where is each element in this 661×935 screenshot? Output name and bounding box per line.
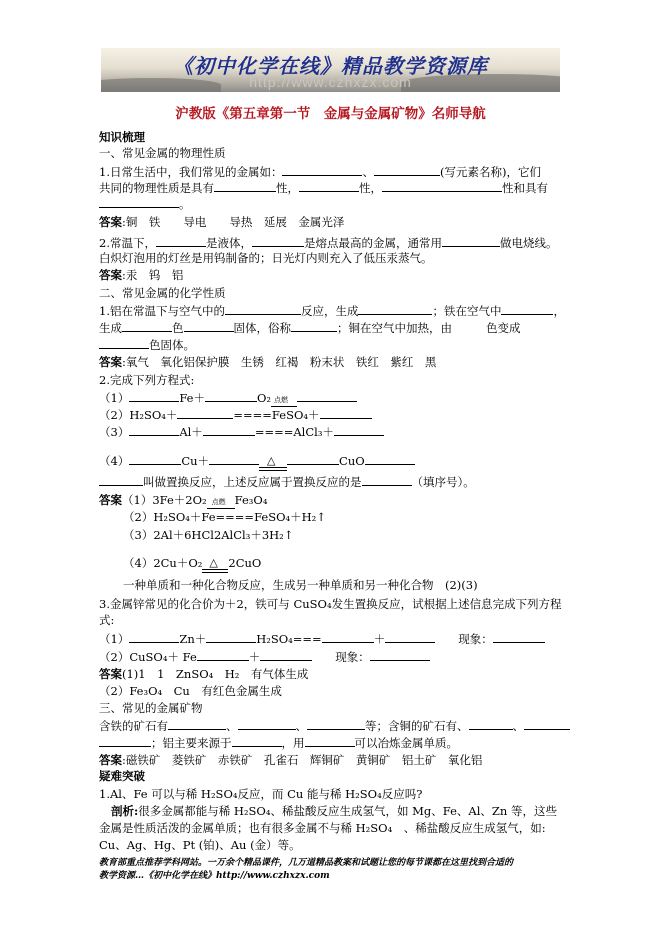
footer-note: 教育部重点推荐学科网站。一万余个精品课件，几万道精品教案和试题让您的每节课都在这里找到合适的 [99,858,514,868]
answer-line: 一种单质和一种化合物反应，生成另一种单质和另一种化合物 (2)(3) [123,578,478,592]
section-heading: 知识梳理 [99,130,145,144]
equation-line: （1） Zn＋ H₂SO₄=== ＋ 现象： [99,631,545,647]
question-line: 1.Al、Fe 可以与稀 H₂SO₄反应，而 Cu 能与稀 H₂SO₄反应吗? [99,787,423,801]
question-line: 3.金属锌常见的化合价为＋2，铁可与 CuSO₄发生置换反应，试根据上述信息完成下列方程 [99,597,562,611]
answer-line: （2）H₂SO₄＋Fe====FeSO₄＋H₂↑ [123,510,326,524]
equation-line: （2）H₂SO₄＋ ====FeSO₄＋ [99,407,372,423]
question-line: 2.常温下， 是液体， 是熔点最高的金属，通常用 做电烧线。 [99,236,558,250]
question-line: 含铁的矿石有 、 、 等；含铜的矿石有、 、 [99,718,570,734]
analysis-line: 金属是性质活泼的金属单质；也有很多金属不与稀 H₂SO₄ 、稀盐酸反应生成氢气，如: [99,821,546,835]
answer-line: （3）2Al＋6HCl2AlCl₃＋3H₂↑ [123,528,294,542]
question-line: 白炽灯泡用的灯丝是用钨制备的；日光灯内则充入了低压汞蒸气。 [99,251,433,265]
answer-line: 答案（1）3Fe＋2O₂ 点燃 Fe₃O₄ [99,493,268,507]
header-banner [101,48,560,92]
question-line: 1.日常生活中，我们常见的金属如： 、 (写元素名称)，它们 [99,165,541,179]
subsection-heading: 二、常见金属的化学性质 [99,286,226,300]
question-line: 色固体。 [99,337,195,353]
equation-line: （3） Al＋ ====AlCl₃＋ [99,424,384,440]
banner-url[interactable]: http://www.czhxzx.com [249,74,412,90]
answer-line: 答案:铜 铁 导电 导热 延展 金属光泽 [99,215,345,229]
footer-note[interactable]: 教学资源…《初中化学在线》http://www.czhxzx.com [99,871,330,881]
answer-line: 答案:氧气 氧化铝保护膜 生锈 红褐 粉末状 铁红 紫红 黑 [99,355,437,369]
banner-title: 《初中化学在线》精品教学资源库 [173,54,488,78]
answer-line: （2）Fe₃O₄ Cu 有红色金属生成 [99,684,282,698]
question-line: 1.铝在常温下与空气中的 反应，生成 ；铁在空气中 ， [99,304,565,318]
equation-line: （2）CuSO₄＋ Fe ＋ 现象： [99,649,430,665]
question-line: ；铝主要来源于 ，用 可以冶炼金属单质。 [99,735,458,751]
answer-line: 答案:汞 钨 铝 [99,268,184,282]
analysis-line: Cu、Ag、Hg、Pt (铂)、Au (金）等。 [99,838,301,852]
answer-line: 答案(1)1 1 ZnSO₄ H₂ 有气体生成 [99,667,309,681]
answer-line: （4）2Cu＋O₂ △ 2CuO [123,556,261,571]
analysis-line: 剖析:很多金属都能与稀 H₂SO₄、稀盐酸反应生成氢气，如 Mg、Fe、Al、Zn 等，这些 [111,804,557,818]
question-line: 式: [99,613,115,627]
document-title: 沪教版《第五章第一节 金属与金属矿物》名师导航 [175,106,486,122]
subsection-heading: 三、常见的金属矿物 [99,701,203,715]
subsection-heading: 一、常见金属的物理性质 [99,146,226,160]
question-line: 。 [99,196,191,212]
section-heading: 疑难突破 [99,769,145,783]
question-line: 2.完成下列方程式: [99,373,195,387]
equation-line: （4） Cu＋ △ CuO [99,453,415,469]
answer-line: 答案:磁铁矿 菱铁矿 赤铁矿 孔雀石 辉铜矿 黄铜矿 铝土矿 氧化铝 [99,753,483,767]
question-line: 共同的物理性质是具有 性， 性， 性和具有 [99,181,548,195]
question-line: 生成 色 固体，俗称 ；铜在空气中加热，由 色变成 [99,321,521,335]
equation-line: （1） Fe＋ O₂ 点燃 [99,390,357,406]
question-line: 叫做置换反应，上述反应属于置换反应的是 （填序号）。 [99,474,475,490]
